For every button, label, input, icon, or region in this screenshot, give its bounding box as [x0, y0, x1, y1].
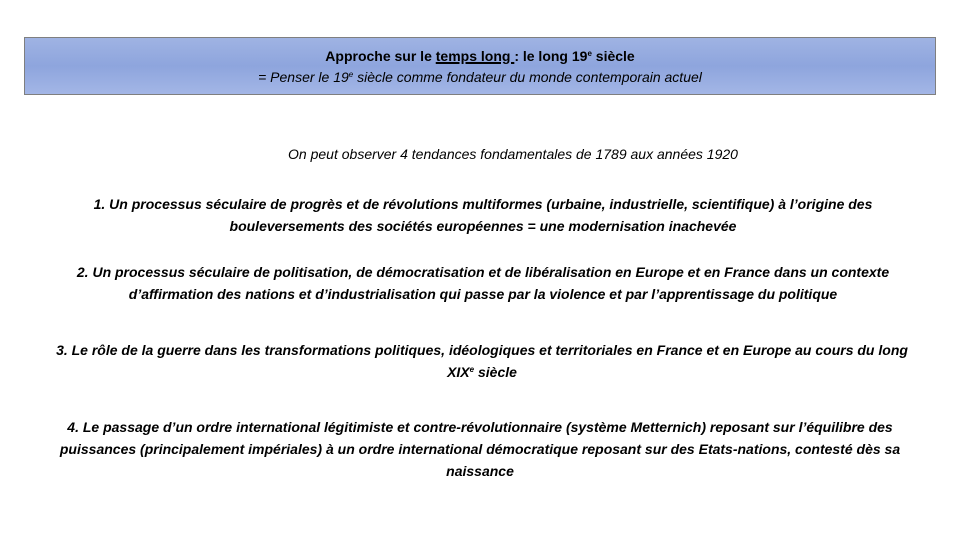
title — [25, 47, 935, 65]
point-2 — [6, 261, 960, 305]
point-3-line-2 — [0, 361, 960, 383]
title-superscript: e — [587, 49, 592, 58]
point-1-line-2: bouleversements des sociétés européennes = une modernisation inachevée — [229, 218, 737, 234]
subtitle — [25, 68, 935, 86]
title-banner — [24, 37, 936, 95]
title-underlined-text: temps long — [435, 48, 515, 64]
subtitle-text-2: siècle comme fondateur du monde contemporain actuel — [353, 69, 702, 85]
point-4-line-1: 4. Le passage d’un ordre international légitimiste et contre-révolutionnaire (système Metternich) reposant sur l’équilibre des — [67, 419, 893, 435]
point-2-line-2: d’affirmation des nations et d’industrialisation qui passe par la violence et par l’apprentissage du politique — [128, 286, 838, 302]
title-text: Approche sur le — [325, 48, 436, 64]
title-text-3: siècle — [591, 48, 635, 64]
intro-text: On peut observer 4 tendances fondamentales de 1789 aux années 1920 — [288, 146, 738, 162]
point-3-superscript: e — [469, 365, 475, 374]
subtitle-superscript: e — [348, 70, 354, 79]
point-4-line-2: puissances (principalement impériales) à un ordre international démocratique reposant sur des Etats-nations, contesté dès sa — [59, 441, 901, 457]
point-3-line-2-text: XIX — [447, 364, 470, 380]
point-3 — [0, 339, 960, 383]
point-4 — [0, 416, 960, 482]
point-4-line-3: naissance — [446, 463, 514, 479]
point-2-line-1: 2. Un processus séculaire de politisation, de démocratisation et de libéralisation en Europe et en France dans un contexte — [76, 264, 890, 280]
title-text-2: : le long 19 — [514, 48, 588, 64]
point-1-line-1: 1. Un processus séculaire de progrès et de révolutions multiformes (urbaine, industrielle, scientifique) à l’origine des — [93, 196, 873, 212]
subtitle-text: = Penser le 19 — [258, 69, 349, 85]
point-3-line-2-text-2: siècle — [474, 364, 517, 380]
point-1 — [0, 193, 960, 237]
point-3-line-1: 3. Le rôle de la guerre dans les transformations politiques, idéologiques et territoriales en France et en Europe au cours du long — [56, 342, 908, 358]
